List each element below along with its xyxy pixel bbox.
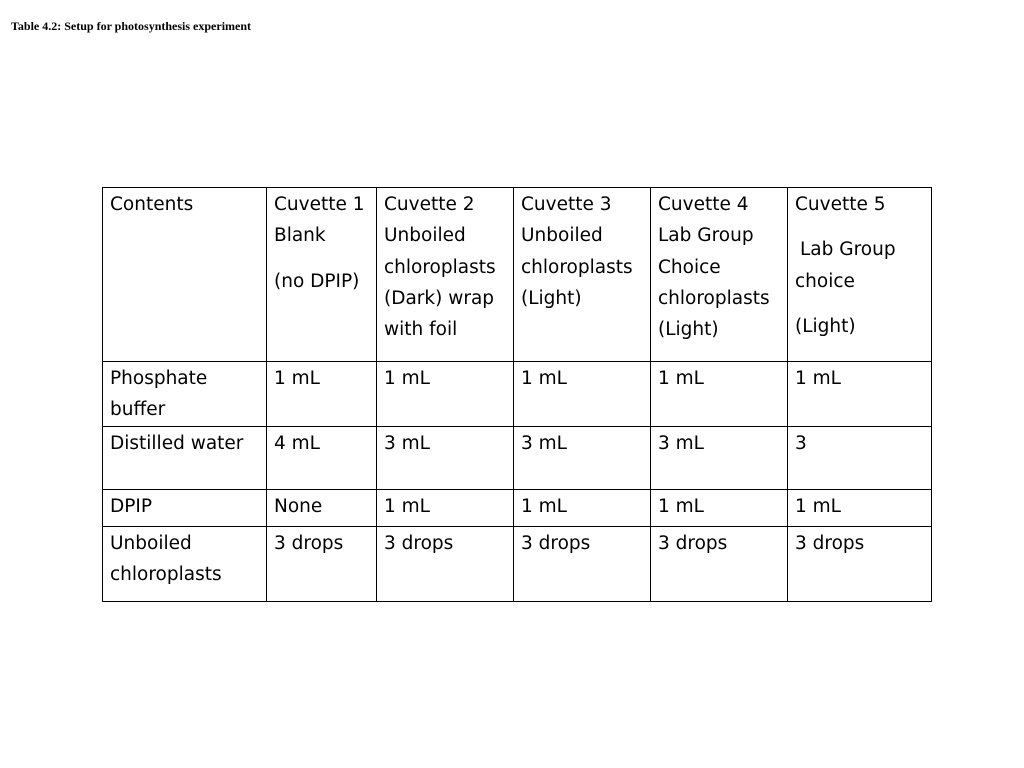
- setup-table: [102, 187, 932, 602]
- table-row: [103, 489, 932, 526]
- table-row: [103, 362, 932, 427]
- row-label: [103, 426, 267, 489]
- header-contents: [103, 188, 267, 362]
- cuvette-2-desc-1: Unboiled: [384, 225, 466, 247]
- row-label-line-2: buffer: [110, 399, 166, 421]
- cuvette-5-desc-2: choice: [795, 270, 855, 292]
- table-cell: 3 mL: [514, 426, 651, 489]
- table-cell: 3 drops: [651, 526, 788, 601]
- table-cell: 1 mL: [514, 489, 651, 526]
- cuvette-5-title: Cuvette 5: [795, 194, 886, 215]
- table-caption: Table 4.2: Setup for photosynthesis experiment: [11, 19, 252, 33]
- header-cuvette-3: [514, 188, 651, 362]
- cuvette-4-desc-3: chloroplasts: [658, 287, 770, 309]
- table-cell: 1 mL: [788, 489, 932, 526]
- table-cell: 3 drops: [514, 526, 651, 601]
- table-cell: 4 mL: [267, 426, 377, 489]
- table-cell: 1 mL: [788, 362, 932, 427]
- table-cell: 3 mL: [377, 426, 514, 489]
- header-cuvette-1: [267, 188, 377, 362]
- cuvette-4-desc-1: Lab Group: [658, 225, 754, 247]
- table-cell: None: [267, 489, 377, 526]
- header-contents-label: Contents: [110, 194, 194, 215]
- cuvette-2-title: Cuvette 2: [384, 194, 475, 215]
- row-label: [103, 362, 267, 427]
- table-cell: 3 drops: [788, 526, 932, 601]
- row-label-line-1: DPIP: [110, 495, 153, 517]
- cuvette-4-title: Cuvette 4: [658, 194, 749, 215]
- table-row: [103, 426, 932, 489]
- cuvette-1-note: (no DPIP): [274, 270, 360, 292]
- cuvette-5-note: (Light): [795, 315, 856, 337]
- table-cell: 1 mL: [267, 362, 377, 427]
- table-cell: 3: [788, 426, 932, 489]
- table-cell: 1 mL: [651, 362, 788, 427]
- table-cell: 1 mL: [377, 362, 514, 427]
- cuvette-5-desc-1-text: Lab Group: [800, 239, 896, 261]
- cuvette-3-desc-3: (Light): [521, 287, 582, 309]
- cuvette-1-title: Cuvette 1: [274, 194, 365, 215]
- table-cell: 3 mL: [651, 426, 788, 489]
- cuvette-4-desc-4: (Light): [658, 319, 719, 341]
- row-label: [103, 526, 267, 601]
- header-cuvette-2: [377, 188, 514, 362]
- header-cuvette-5: [788, 188, 932, 362]
- header-row: [103, 188, 932, 362]
- table-cell: 1 mL: [651, 489, 788, 526]
- table-row: [103, 526, 932, 601]
- row-label-line-1: Unboiled: [110, 532, 192, 554]
- cuvette-4-desc-2: Choice: [658, 256, 721, 278]
- row-label-line-1: Phosphate: [110, 368, 208, 389]
- table-cell: 1 mL: [514, 362, 651, 427]
- cuvette-2-desc-4: with foil: [384, 319, 458, 341]
- table-cell: 1 mL: [377, 489, 514, 526]
- cuvette-3-desc-2: chloroplasts: [521, 256, 633, 278]
- row-label-line-1: Distilled water: [110, 432, 244, 454]
- table-cell: 3 drops: [267, 526, 377, 601]
- row-label: [103, 489, 267, 526]
- header-cuvette-4: [651, 188, 788, 362]
- cuvette-3-title: Cuvette 3: [521, 194, 612, 215]
- cuvette-3-desc-1: Unboiled: [521, 225, 603, 247]
- cuvette-2-desc-2: chloroplasts: [384, 256, 496, 278]
- cuvette-1-desc: Blank: [274, 225, 326, 247]
- cuvette-2-desc-3: (Dark) wrap: [384, 287, 495, 309]
- cuvette-5-desc-1: [795, 234, 925, 265]
- row-label-line-2: chloroplasts: [110, 563, 222, 585]
- table-cell: 3 drops: [377, 526, 514, 601]
